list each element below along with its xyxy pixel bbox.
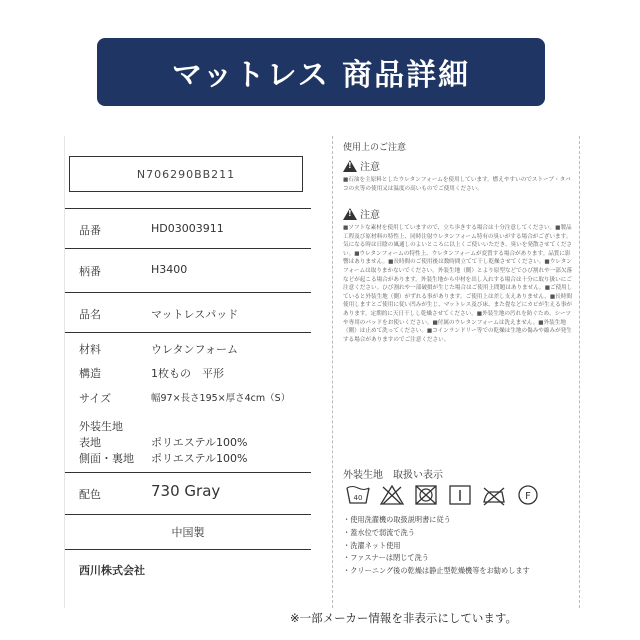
value-color: 730 Gray xyxy=(151,482,221,500)
label-item-number: 品番 xyxy=(79,224,101,237)
value-size: 幅97×長さ195×厚さ4cm（S） xyxy=(151,393,291,404)
warning-icon xyxy=(343,208,357,220)
caution-label-2: 注意 xyxy=(360,210,380,221)
caution-text-1: ■石油を主原料としたウレタンフォームを使用しています。燃えやすいのでストーブ・タバコの火等の使用又は温度の高いものでご使用ください。 xyxy=(343,177,571,192)
list-item: ・クリーニング後の乾燥は静止型乾燥機等をお勧めします xyxy=(343,566,530,576)
list-item: ・蓋水位で弱流で洗う xyxy=(343,527,415,537)
caution-header-2 xyxy=(343,206,380,221)
care-bullet-list xyxy=(343,514,575,578)
label-pattern-number: 柄番 xyxy=(79,265,101,278)
value-product-name: マットレスパッド xyxy=(151,308,239,321)
divider xyxy=(65,248,311,249)
caution-label-1: 注意 xyxy=(360,162,380,173)
maker-name: 西川株式会社 xyxy=(79,564,145,577)
label-material: 材料 xyxy=(79,343,101,356)
banner-title: マットレス 商品詳細 xyxy=(171,58,471,93)
caution-text-2: ■ソフトな素材を使用していますので、立ち歩きする場合は十分注意してください。■製品工程及び原材料の特性上、同時注射ウレタンフォーム特有の臭いがする場合がございます。気になる時は日陰の風通しのよいところに以上くご使いいただき、臭いを発散させてください。■ウレタンフォームの特性上、ウレタンフォームが変質する場合があります。品質に影響はありません。■長時間のご使用後は数時間立てて干し乾燥させてください。■ウレタンフォームは取りまかないでください。外装生地（側）とより原型などでひび割れや一部欠落などが起こる場合があります。外装生地から中材を出し入れする場合は十分に取り扱いにご注意ください。ひび割れや一部破損が生じた場合はご使用上問題はありません。■ご使用していると外装生地（側）がずれる事があります。ご使用上は差し支えありません。■長時間使用しますとご使用に従い凹みが生じ、マットレス及び床、また畳などにカビが生える事があります。定期的に天日干しし乾燥させてください。■外装生地の汚れを防ぐため、シーツや専用のパッドをお使いください。■付属のウレタンフォームは洗えません。■外装生地（側）は止めて洗ってください。■コインランドリー等での乾燥は生地の傷みや縮みが発生する場合がありますのでご注意ください。 xyxy=(343,225,573,343)
label-size: サイズ xyxy=(79,392,112,405)
footnote: ※一部メーカー情報を非表示にしています。 xyxy=(290,611,517,625)
no-tumble-dry-icon xyxy=(413,484,439,506)
care-label xyxy=(332,136,580,608)
caution-header-1 xyxy=(343,158,380,173)
value-face-fabric: ポリエステル100% xyxy=(151,436,248,449)
origin-label: 中国製 xyxy=(171,526,205,539)
divider xyxy=(65,208,311,209)
value-material: ウレタンフォーム xyxy=(151,343,239,356)
dry-clean-f-icon xyxy=(515,484,541,506)
label-outer-fabric: 外装生地 xyxy=(79,420,123,433)
wash-40-icon xyxy=(345,484,371,506)
list-item: ・洗濯ネット使用 xyxy=(343,540,401,550)
divider xyxy=(65,292,311,293)
warning-icon xyxy=(343,160,357,172)
divider xyxy=(65,332,311,333)
product-code: N706290BB211 xyxy=(136,167,236,181)
list-item: ・使用洗濯機の取扱説明書に従う xyxy=(343,515,451,524)
divider xyxy=(65,472,311,473)
label-face-fabric: 表地 xyxy=(79,436,101,449)
svg-text:F: F xyxy=(525,491,531,502)
label-structure: 構造 xyxy=(79,367,101,380)
care-title: 使用上のご注意 xyxy=(343,143,407,153)
product-code-box xyxy=(69,156,303,192)
label-side-back-fabric: 側面・裏地 xyxy=(79,452,134,465)
divider xyxy=(65,549,311,550)
value-item-number: HD03003911 xyxy=(151,222,224,235)
wash-title: 外装生地 取扱い表示 xyxy=(343,470,443,481)
product-tag xyxy=(64,136,311,608)
no-iron-icon xyxy=(481,484,507,506)
svg-text:40: 40 xyxy=(353,494,363,502)
label-color: 配色 xyxy=(79,488,101,501)
divider xyxy=(65,514,311,515)
line-dry-icon xyxy=(447,484,473,506)
no-bleach-icon xyxy=(379,484,405,506)
list-item: ・ファスナーは閉じて洗う xyxy=(343,553,429,563)
page-banner xyxy=(97,38,545,106)
label-product-name: 品名 xyxy=(79,308,101,321)
value-structure: 1枚もの 平形 xyxy=(151,367,224,380)
value-pattern-number: H3400 xyxy=(151,263,188,276)
value-side-back-fabric: ポリエステル100% xyxy=(151,452,248,465)
care-symbols xyxy=(345,484,541,506)
